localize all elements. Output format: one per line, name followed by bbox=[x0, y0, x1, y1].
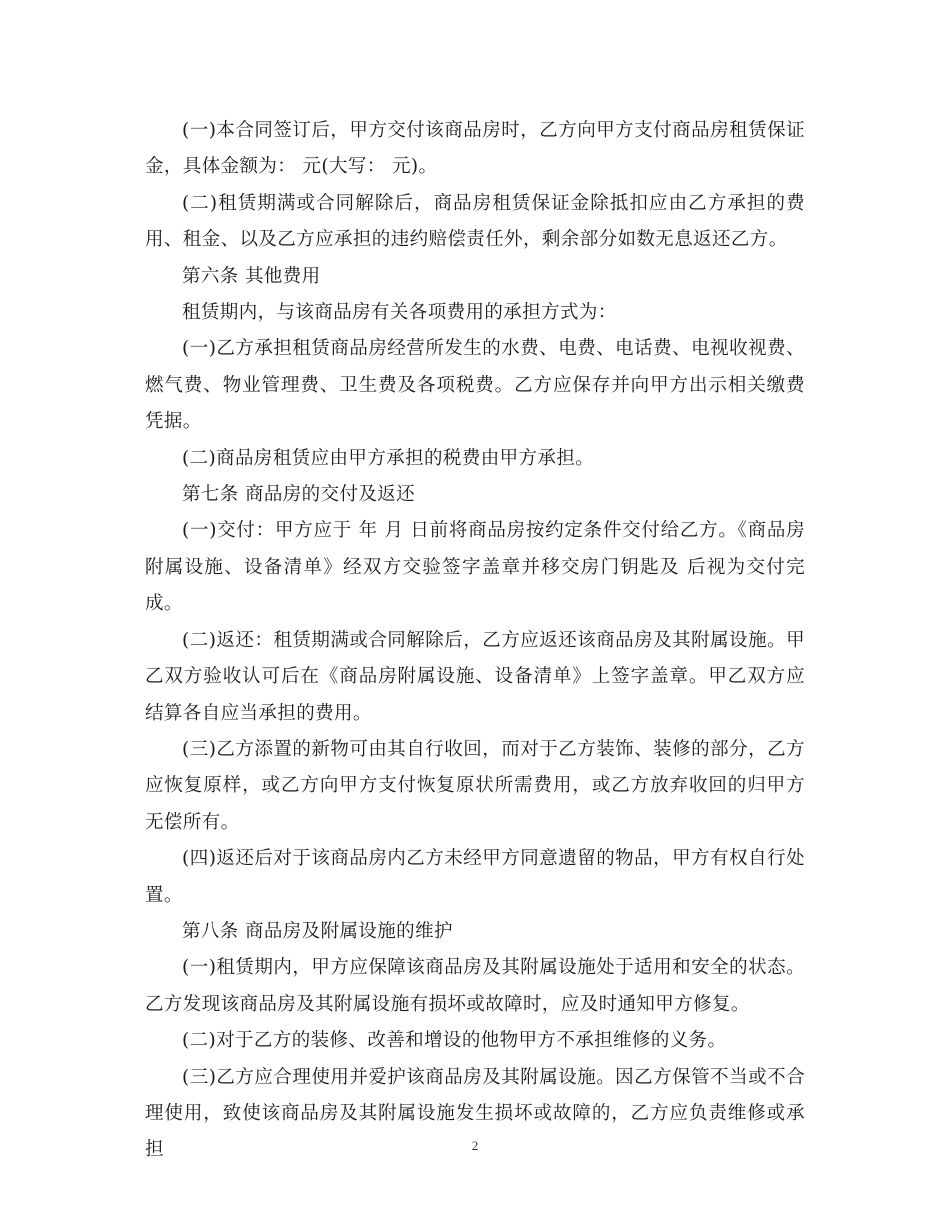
paragraph-deposit-payment: (一)本合同签订后，甲方交付该商品房时，乙方向甲方支付商品房租赁保证金，具体金额为： 元(大写： 元)。 bbox=[145, 120, 805, 178]
page-number: 2 bbox=[471, 1138, 479, 1153]
paragraph-no-repair-duty: (二)对于乙方的装修、改善和增设的他物甲方不承担维修的义务。 bbox=[182, 1030, 727, 1052]
paragraph-landlord-maintenance: (一)租赁期内，甲方应保障该商品房及其附属设施处于适用和安全的状态。乙方发现该商品房及其附属设施有损坏或故障时，应及时通知甲方修复。 bbox=[145, 957, 805, 1015]
paragraph-delivery: (一)交付：甲方应于 年 月 日前将商品房按约定条件交付给乙方。《商品房附属设施、设备清单》经双方交验签字盖章并移交房门钥匙及 后视为交付完成。 bbox=[145, 520, 805, 615]
article-heading-7: 第七条 商品房的交付及返还 bbox=[182, 484, 416, 506]
paragraph-tenant-fees: (一)乙方承担租赁商品房经营所发生的水费、电费、电话费、电视收视费、燃气费、物业管理费、卫生费及各项税费。乙方应保存并向甲方出示相关缴费凭据。 bbox=[145, 338, 805, 433]
paragraph-landlord-taxes: (二)商品房租赁应由甲方承担的税费由甲方承担。 bbox=[182, 447, 595, 469]
paragraph-return: (二)返还：租赁期满或合同解除后，乙方应返还该商品房及其附属设施。甲乙双方验收认可后在《商品房附属设施、设备清单》上签字盖章。甲乙双方应结算各自应当承担的费用。 bbox=[145, 629, 805, 724]
paragraph-leftover-items: (四)返还后对于该商品房内乙方未经甲方同意遗留的物品，甲方有权自行处置。 bbox=[145, 848, 805, 906]
article-heading-8: 第八条 商品房及附属设施的维护 bbox=[182, 920, 453, 942]
paragraph-tenant-care: (三)乙方应合理使用并爱护该商品房及其附属设施。因乙方保管不当或不合理使用，致使该商品房及其附属设施发生损坏或故障的，乙方应负责维修或承担 bbox=[145, 1066, 805, 1161]
paragraph-fees-intro: 租赁期内，与该商品房有关各项费用的承担方式为： bbox=[182, 302, 617, 324]
paragraph-additions: (三)乙方添置的新物可由其自行收回，而对于乙方装饰、装修的部分，乙方应恢复原样，或乙方向甲方支付恢复原状所需费用，或乙方放弃收回的归甲方无偿所有。 bbox=[145, 738, 805, 833]
paragraph-deposit-refund: (二)租赁期满或合同解除后，商品房租赁保证金除抵扣应由乙方承担的费用、租金、以及乙方应承担的违约赔偿责任外，剩余部分如数无息返还乙方。 bbox=[145, 192, 805, 251]
article-heading-6: 第六条 其他费用 bbox=[182, 265, 321, 287]
document-body bbox=[145, 113, 805, 1169]
